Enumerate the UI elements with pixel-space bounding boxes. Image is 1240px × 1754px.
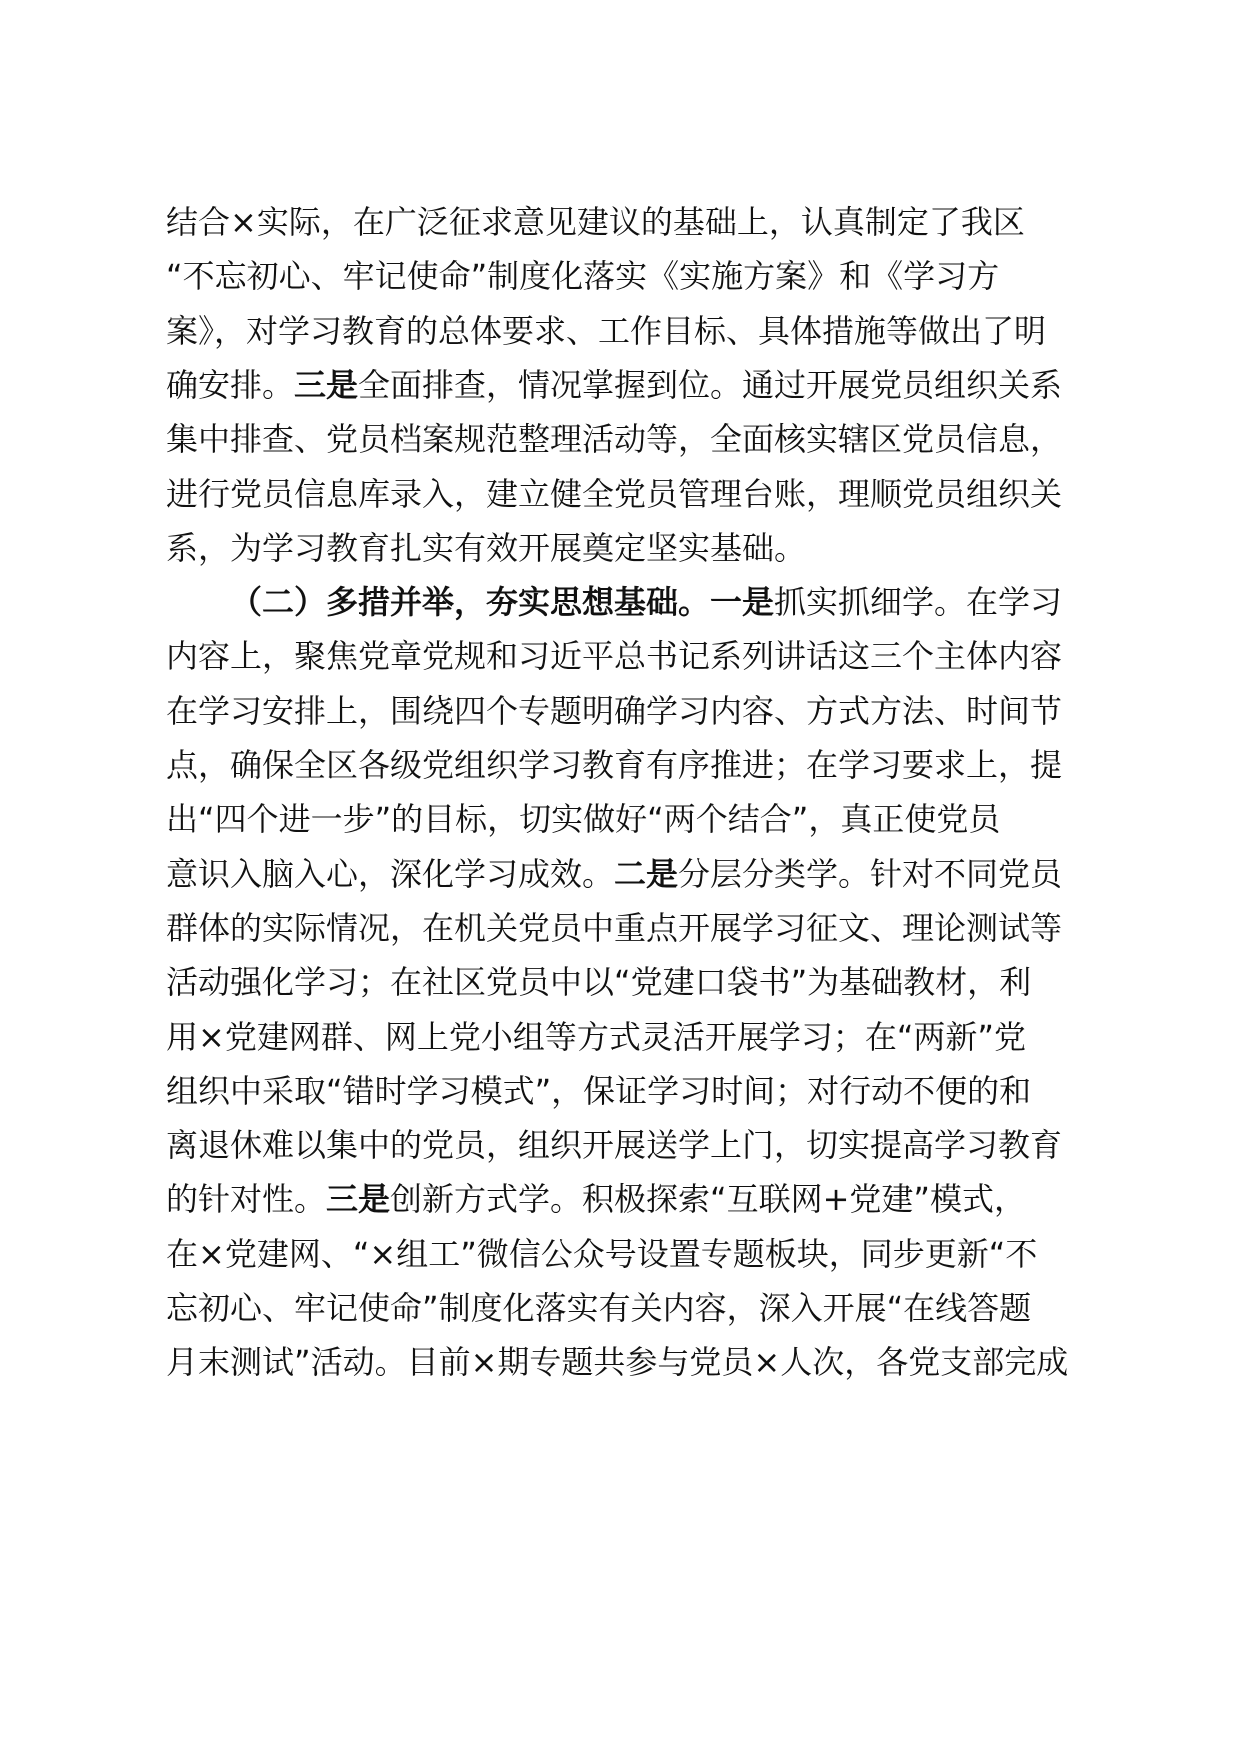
text-line: [166, 1007, 1026, 1067]
text-run: 创新方式学。积极探索“互联网+党建”模式，: [390, 1180, 1027, 1219]
bold-text-run: 三是: [326, 1180, 391, 1219]
text-run: 案》，对学习教育的总体要求、工作目标、具体措施等做出了明: [166, 311, 1047, 350]
text-line: [166, 735, 1062, 795]
text-line: [166, 1115, 1062, 1175]
text-line: [166, 844, 1062, 904]
text-line: [166, 952, 1031, 1012]
text-run: 群体的实际情况，在机关党员中重点开展学习征文、理论测试等: [166, 908, 1063, 947]
bold-text-run: （二）多措并举，夯实思想基础。: [230, 583, 711, 622]
text-line: [166, 301, 1046, 361]
text-line: [166, 409, 1062, 469]
text-run: 出“四个进一步”的目标，切实做好“两个结合”，真正使党员: [166, 800, 1001, 839]
text-line: [166, 1061, 1031, 1121]
text-line: [166, 626, 1062, 686]
text-run: 活动强化学习；在社区党员中以“党建口袋书”为基础教材，利: [166, 963, 1032, 1002]
text-line: [166, 246, 999, 306]
text-run: 的针对性。: [166, 1180, 327, 1219]
text-run: 组织中采取“错时学习模式”，保证学习时间；对行动不便的和: [166, 1071, 1032, 1110]
text-run: 结合×实际，在广泛征求意见建议的基础上，认真制定了我区: [166, 203, 1025, 241]
text-line: [166, 1332, 1068, 1392]
text-run: 离退休难以集中的党员，组织开展送学上门，切实提高学习教育: [166, 1126, 1063, 1165]
text-run: 用×党建网群、网上党小组等方式灵活开展学习；在“两新”党: [166, 1017, 1026, 1056]
text-line: [166, 1169, 1026, 1229]
bold-text-run: 一是: [710, 583, 775, 622]
text-line: [166, 355, 1062, 415]
text-line: [166, 681, 1062, 741]
text-run: 在×党建网、“×组工”微信公众号设置专题板块，同步更新“不: [166, 1234, 1038, 1273]
text-run: 点，确保全区各级党组织学习教育有序推进；在学习要求上，提: [166, 746, 1063, 784]
text-run: 分层分类学。针对不同党员: [678, 854, 1063, 893]
text-line: [166, 192, 1025, 252]
text-line: [166, 789, 1000, 849]
text-run: 月末测试”活动。目前×期专题共参与党员×人次，各党支部完成: [166, 1343, 1069, 1382]
bold-text-run: 二是: [614, 854, 679, 893]
text-line: [230, 572, 1062, 632]
text-run: 抓实抓细学。在学习: [774, 583, 1063, 622]
text-run: 确安排。: [166, 365, 295, 404]
text-line: [166, 518, 806, 578]
text-run: “不忘初心、牢记使命”制度化落实《实施方案》和《学习方: [166, 257, 1000, 296]
text-run: 系，为学习教育扎实有效开展奠定坚实基础。: [166, 528, 807, 567]
text-run: 进行党员信息库录入，建立健全党员管理台账，理顺党员组织关: [166, 474, 1063, 513]
text-line: [166, 1224, 1037, 1284]
text-line: [166, 464, 1062, 524]
bold-text-run: 三是: [294, 365, 359, 404]
text-run: 全面排查，情况掌握到位。通过开展党员组织关系: [358, 365, 1063, 404]
text-run: 忘初心、牢记使命”制度化落实有关内容，深入开展“在线答题: [166, 1289, 1032, 1327]
text-line: [166, 1278, 1031, 1338]
text-run: 集中排查、党员档案规范整理活动等，全面核实辖区党员信息，: [166, 420, 1063, 459]
text-line: [166, 898, 1062, 958]
text-run: 意识入脑入心，深化学习成效。: [166, 854, 615, 893]
text-run: 内容上，聚焦党章党规和习近平总书记系列讲话这三个主体内容: [166, 637, 1063, 676]
text-run: 在学习安排上，围绕四个专题明确学习内容、方式方法、时间节: [166, 691, 1063, 730]
